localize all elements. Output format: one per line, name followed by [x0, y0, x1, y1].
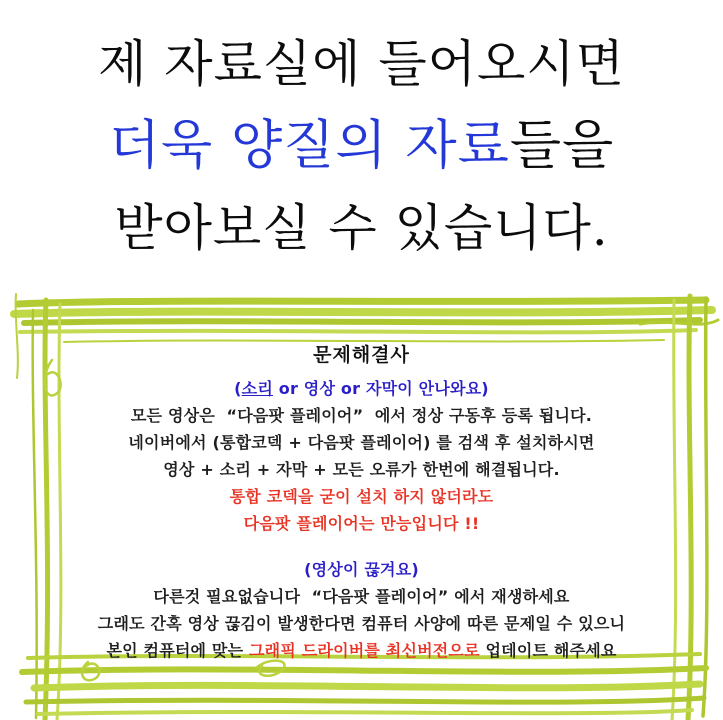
- intro-line-2: [109, 117, 615, 175]
- body-line: 그래도 간혹 영상 끊김이 발생한다면 컴퓨터 사양에 따른 문제일 수 있으니: [97, 614, 626, 633]
- section1-heading: [60, 379, 663, 399]
- body-line: 네이버에서 (통합코덱 + 다음팟 플레이어) 를 검색 후 설치하시면: [128, 433, 595, 452]
- intro-line-2-highlight: 더욱 양질의 자료: [108, 115, 510, 176]
- intro-line-2-tail: 들을: [509, 115, 615, 176]
- troubleshooting-box: [0, 290, 723, 720]
- section1-heading-open: (: [234, 379, 242, 398]
- last-line-suffix: 업데이트 해주세요: [479, 641, 617, 660]
- box-title: 문제해결사: [313, 344, 410, 366]
- body-line: 모든 영상은 “다음팟 플레이어” 에서 정상 구동후 등록 됩니다.: [130, 406, 593, 425]
- intro-line-1: 제 자료실에 들어오시면: [98, 35, 625, 93]
- warning-line: 통합 코덱을 굳이 설치 하지 않더라도: [229, 487, 494, 506]
- last-line-highlight: 그래픽 드라이버를 최신버전으로: [249, 641, 480, 660]
- intro-banner: [0, 0, 723, 292]
- warning-line: 다음팟 플레이어는 만능입니다 !!: [243, 514, 480, 533]
- section1-heading-rest: or 영상 or 자막이 안나와요): [272, 379, 489, 398]
- section2-heading: (영상이 끊겨요): [304, 560, 419, 579]
- body-line: 다른것 필요없습니다 “다음팟 플레이어” 에서 재생하세요: [153, 587, 570, 606]
- last-line-prefix: 본인 컴퓨터에 맞는: [106, 641, 250, 660]
- body-line-mixed: [60, 641, 663, 661]
- body-line: 영상 + 소리 + 자막 + 모든 오류가 한번에 해결됩니다.: [163, 460, 560, 479]
- box-content: [60, 340, 663, 668]
- section1-heading-underlined: 소리: [241, 379, 273, 398]
- intro-line-3: 받아보실 수 있습니다.: [114, 199, 609, 257]
